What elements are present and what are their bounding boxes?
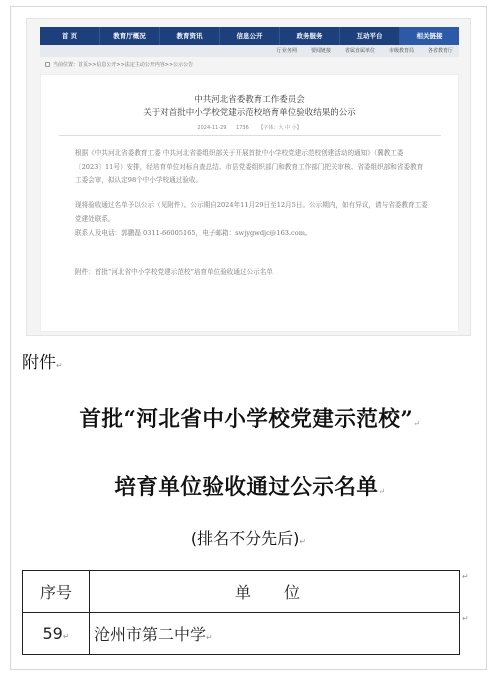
sub-nav-item[interactable]: 省属直属单位 <box>344 48 375 54</box>
article-title-line2: 关于对首批中小学校党建示范校培育单位验收结果的公示 <box>143 108 356 118</box>
order-note: (排名不分先后)↵ <box>190 529 307 548</box>
nav-item-services[interactable]: 政务服务 <box>280 27 340 45</box>
sub-nav-item[interactable]: 各省教育厅 <box>427 48 453 54</box>
article-attachment-link[interactable]: 附件：首批“河北省中小学校党建示范校”培育单位验收通过公示名单 <box>75 268 273 276</box>
paragraph-mark-icon: ↵ <box>206 633 213 642</box>
cell-unit: 沧州市第二中学↵ <box>90 613 460 655</box>
header-number: 序号 <box>23 571 90 613</box>
attachment-title-line1: 首批“河北省中小学校党建示范校”↵ <box>79 407 421 432</box>
paragraph-mark-icon: ↵ <box>299 537 307 546</box>
paragraph-mark-icon: ↵ <box>62 632 70 641</box>
article-paragraph-2: 现将验收通过名单予以公示（见附件）。公示期自2024年11月29日至12月5日。公示期内，如有异议，请与省委教育工委党建处联系。 <box>75 201 428 223</box>
website-screenshot <box>26 18 471 336</box>
sub-nav-item[interactable]: 厅业务网 <box>276 48 297 54</box>
nav-item-overview[interactable]: 教育厅概况 <box>100 27 160 45</box>
breadcrumb <box>45 61 193 68</box>
nav-item-interaction[interactable]: 互动平台 <box>340 27 400 45</box>
article-paragraph-3: 联系人及电话：郭鹏磊 0311-66005165，电子邮箱：swjygwdjc@163.com。 <box>75 229 312 237</box>
result-table <box>22 570 460 655</box>
paragraph-mark-icon: ↵ <box>462 614 469 623</box>
nav-item-links[interactable]: 相关链接 <box>400 27 459 45</box>
article-card <box>40 74 459 332</box>
cell-number: 59↵ <box>23 613 90 655</box>
article-meta <box>41 124 458 131</box>
sub-nav-item[interactable]: 要闻链接 <box>310 48 331 54</box>
paragraph-mark-icon: ↵ <box>413 419 421 428</box>
sub-nav <box>40 45 459 57</box>
main-nav <box>40 27 459 45</box>
nav-item-news[interactable]: 教育资讯 <box>160 27 220 45</box>
nav-item-info-public[interactable]: 信息公开 <box>220 27 280 45</box>
font-size-control[interactable]: 【字体：大 中 小】 <box>258 125 302 131</box>
attachment-title-line2: 培育单位验收通过公示名单↵ <box>114 475 386 500</box>
paragraph-mark-icon: ↵ <box>56 361 63 370</box>
divider <box>59 135 441 136</box>
breadcrumb-text[interactable]: 当前位置：首页>>信息公开>>法定主动公开内容>>公示公告 <box>53 62 194 68</box>
article-date: 2024-11-29 <box>197 125 227 131</box>
article-title-line1: 中共河北省委教育工作委员会 <box>194 95 305 105</box>
article-views: 1736 <box>236 125 249 131</box>
article-paragraph-1: 根据《中共河北省委教育工委 中共河北省委组织部关于开展首批中小学校党建示范校创建活动的通知》（冀教工委〔2023〕11号）安排，经培育单位对标自查总结、市县党委组织部门和教育工作部门把关审核、省委组织部和省委教育工委会审，拟认定98个中小学校通过验收。 <box>75 149 424 184</box>
header-unit: 单 位 <box>90 571 460 613</box>
table-row <box>23 613 460 655</box>
nav-item-home[interactable]: 首 页 <box>40 27 100 45</box>
home-icon <box>45 62 50 67</box>
paragraph-mark-icon: ↵ <box>378 487 386 496</box>
attachment-label: 附件↵ <box>22 353 63 373</box>
paragraph-mark-icon: ↵ <box>462 572 469 581</box>
table-header-row <box>23 571 460 613</box>
sub-nav-item[interactable]: 市级教育局 <box>388 48 414 54</box>
